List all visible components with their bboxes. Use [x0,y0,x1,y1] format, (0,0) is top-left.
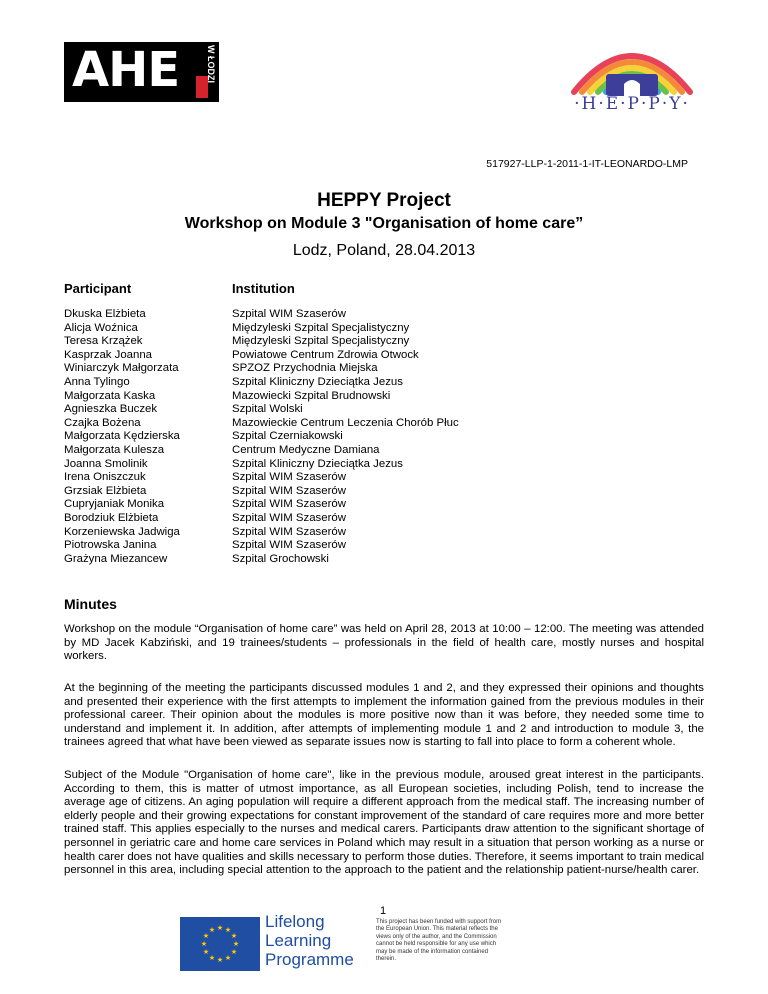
svg-text:★: ★ [230,948,238,956]
minutes-paragraph: At the beginning of the meeting the participants discussed modules 1 and 2, and they expressed their opinions and thoughts and presented their experience with the first attempts to implement the information gained from the previous modules in their professional career. Their opinion about the modules is more positive now than it was before, they needed some time to understand and implement it. In addition, after attempts of implementing module 1 and 2 and introduction to module 3, the trainees agreed that what have been viewed as separate issues now is starting to fall into place to form a coherent whole. [64,682,704,749]
svg-text:★: ★ [224,926,232,934]
institution-name: Szpital WIM Szaserów [232,539,346,552]
document-subtitle: Workshop on Module 3 "Organisation of home care” [184,215,584,232]
svg-text:★: ★ [200,940,208,948]
institution-name: Mazowieckie Centrum Leczenia Chorób Płuc [232,416,459,429]
institution-name: Międzyleski Szpital Specjalistyczny [232,321,410,334]
participant-name: Piotrowska Janina [64,539,157,552]
svg-text:★: ★ [208,926,216,934]
participant-name: Anna Tylingo [64,375,130,388]
column-header-participant: Participant [64,281,132,296]
ahe-logo-text: AHE [72,42,180,98]
institution-name: Szpital Wolski [232,403,303,416]
institution-name: Szpital WIM Szaserów [232,308,346,320]
participant-name: Borodziuk Elżbieta [64,511,159,524]
participant-name: Alicja Woźnica [64,321,138,334]
svg-text:★: ★ [208,954,216,962]
minutes-heading: Minutes [64,596,117,612]
institution-name: Szpital Grochowski [232,552,329,565]
participant-name: Czajka Bożena [64,416,141,429]
eu-flag-icon [180,917,260,971]
participant-name: Irena Oniszczuk [64,471,146,484]
participant-name: Dkuska Elżbieta [64,308,146,320]
institution-name: Szpital WIM Szaserów [232,498,346,511]
participant-name: Joanna Smolinik [64,457,148,470]
institution-name: SPZOZ Przychodnia Miejska [232,362,378,375]
institution-name: Szpital Czerniakowski [232,430,343,443]
institution-name: Mazowiecki Szpital Brudnowski [232,389,391,402]
participant-name: Korzeniewska Jadwiga [64,525,180,538]
institution-name: Szpital WIM Szaserów [232,525,346,538]
location-date: Lodz, Poland, 28.04.2013 [292,242,476,259]
institution-name: Szpital Kliniczny Dzieciątka Jezus [232,375,403,388]
participant-name: Winiarczyk Małgorzata [64,362,179,375]
svg-text:★: ★ [202,948,210,956]
document-title: HEPPY Project [317,190,451,211]
participant-name: Agnieszka Buczek [64,403,158,416]
institution-name: Szpital WIM Szaserów [232,471,346,484]
participant-name: Grażyna Miezancew [64,552,168,565]
svg-text:★: ★ [216,924,224,932]
participant-name: Kasprzak Joanna [64,348,153,361]
heppy-logo-text: ·H·E·P·P·Y· [574,94,690,114]
column-header-institution: Institution [232,281,295,296]
participant-name: Cupryjaniak Monika [64,498,165,511]
funding-disclaimer: This project has been funded with support from the European Union. This material reflects the views only of the author, and the Commission cannot be held responsible for any use which may be made of the information contained therein. [376,919,502,963]
participant-name: Teresa Krzążek [64,335,143,348]
participant-list [64,308,234,566]
svg-text:★: ★ [230,932,238,940]
institution-name: Powiatowe Centrum Zdrowia Otwock [232,348,419,361]
page-number: 1 [380,905,387,917]
minutes-paragraph: Workshop on the module “Organisation of home care” was held on April 28, 2013 at 10:00 – 12:00. The meeting was attended by MD Jacek Kabziński, and 19 trainees/students – professionals in the field of health care, mostly nurses and hospital workers. [64,623,704,663]
llp-logo-text: Lifelong Learning Programme [265,912,354,969]
svg-text:★: ★ [232,940,240,948]
participant-name: Małgorzata Kędzierska [64,430,180,443]
institution-name: Centrum Medyczne Damiana [232,443,380,456]
institution-name: Szpital WIM Szaserów [232,511,346,524]
ahe-logo-city: W ŁODZI [206,45,216,83]
svg-text:★: ★ [202,932,210,940]
participant-name: Małgorzata Kaska [64,389,156,402]
institution-name: Szpital WIM Szaserów [232,484,346,497]
institution-name: Szpital Kliniczny Dzieciątka Jezus [232,457,403,470]
project-code: 517927-LLP-1-2011-1-IT-LEONARDO-LMP [486,158,688,170]
participant-name: Małgorzata Kulesza [64,443,165,456]
institution-name: Międzyleski Szpital Specjalistyczny [232,335,410,348]
institution-list [232,308,652,566]
svg-text:★: ★ [216,956,224,964]
minutes-paragraph: Subject of the Module "Organisation of home care", like in the previous module, aroused great interest in the participants. According to them, this is matter of utmost importance, as all European societies, including Polish, tend to increase the average age of citizens. An aging population will require a different approach from the medical staff. The increasing number of elderly people and their growing expectations for constant improvement of the standard of care requires more and more better trained staff. This applies especially to the nurses and medical carers. Participants draw attention to the significant shortage of personnel in geriatric care and home care services in Poland which may result in a situation that person working as a nurse or health carer does not have qualities and skills necessary to perform those duties. Therefore, it seems important to train medical personnel in this area, including special attention to the approach to the patient and the relationship patient-nurse/health carer. [64,769,704,877]
svg-text:★: ★ [224,954,232,962]
participant-name: Grzsiak Elżbieta [64,484,147,497]
